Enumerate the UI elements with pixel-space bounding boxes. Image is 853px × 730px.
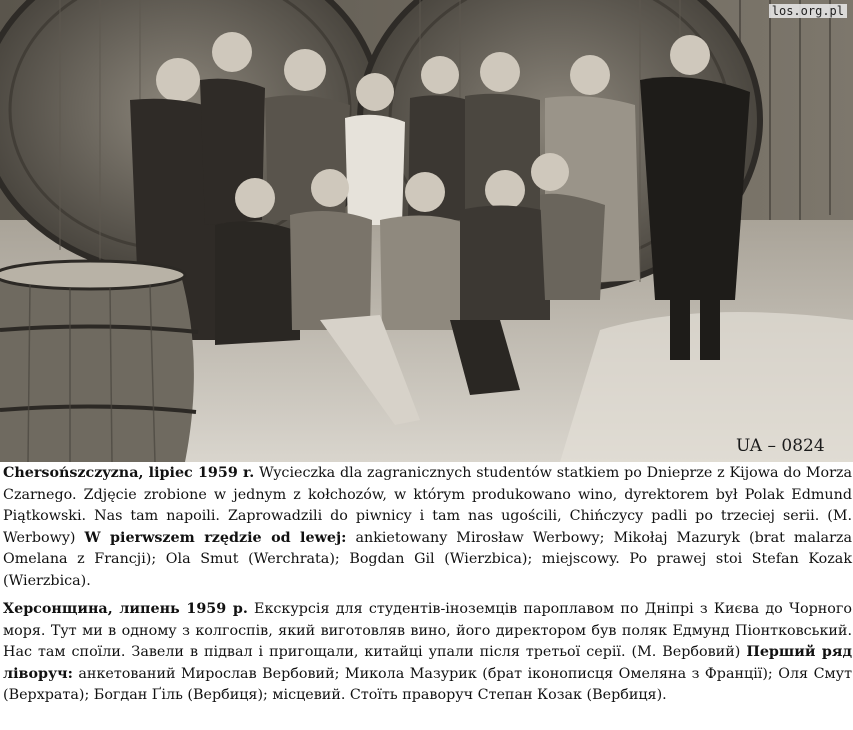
foreground-barrel [0, 261, 198, 462]
caption-polish [3, 463, 852, 593]
caption-polish-names: ankietowany Mirosław Werbowy; Mikołaj Mazuryk (brat malarza Omelana z Francji); Ola Smut (Werchrata); Bogdan Gil (Wierzbica); miejscowy. Po prawej stoi Stefan Kozak (Wierzbica). [3, 529, 852, 589]
caption-ukrainian [3, 599, 852, 707]
caption-ukrainian-row-label: Перший ряд ліворуч: [3, 644, 852, 682]
site-watermark: los.org.pl [769, 4, 847, 18]
photo-archive-code: UA – 0824 [736, 436, 825, 456]
caption-polish-row-label: W pierwszem rzędzie od lewej: [84, 529, 347, 546]
caption-ukrainian-text: Екскурсія для студентів-іноземців пароплавом по Дніпрі з Києва до Чорного моря. Тут ми в одному з колгоспів, який виготовляв вино, його директором був поляк Едмунд Піонтковський. Нас там споїли. Завели в підвал і пригощали, китайці упали після третьої серії. (М. Вербовий) [3, 601, 852, 661]
caption-ukrainian-heading: Херсонщина, липень 1959 р. [3, 601, 248, 617]
caption-ukrainian-names: анкетований Мирослав Вербовий; Микола Мазурик (брат іконописця Омеляна з Франції); Оля Смут (Верхрата); Богдан Ґіль (Вербиця); місцевий. Стоїть праворуч Степан Козак (Вербиця). [3, 665, 852, 704]
caption-polish-text: Wycieczka dla zagranicznych studentów statkiem po Dnieprze z Kijowa do Morza Czarnego. Zdjęcie zrobione w jednym z kołchozów, w którym produkowano wino, dyrektorem był Polak Edmund Piątkowski. Nas tam napoili. Zaprowadzili do piwnicy i tam nas ugościli, Chińczycy padli po trzeciej serii. (M. Werbowy) [3, 465, 852, 546]
caption-polish-heading: Chersońszczyzna, lipiec 1959 r. [3, 465, 255, 481]
